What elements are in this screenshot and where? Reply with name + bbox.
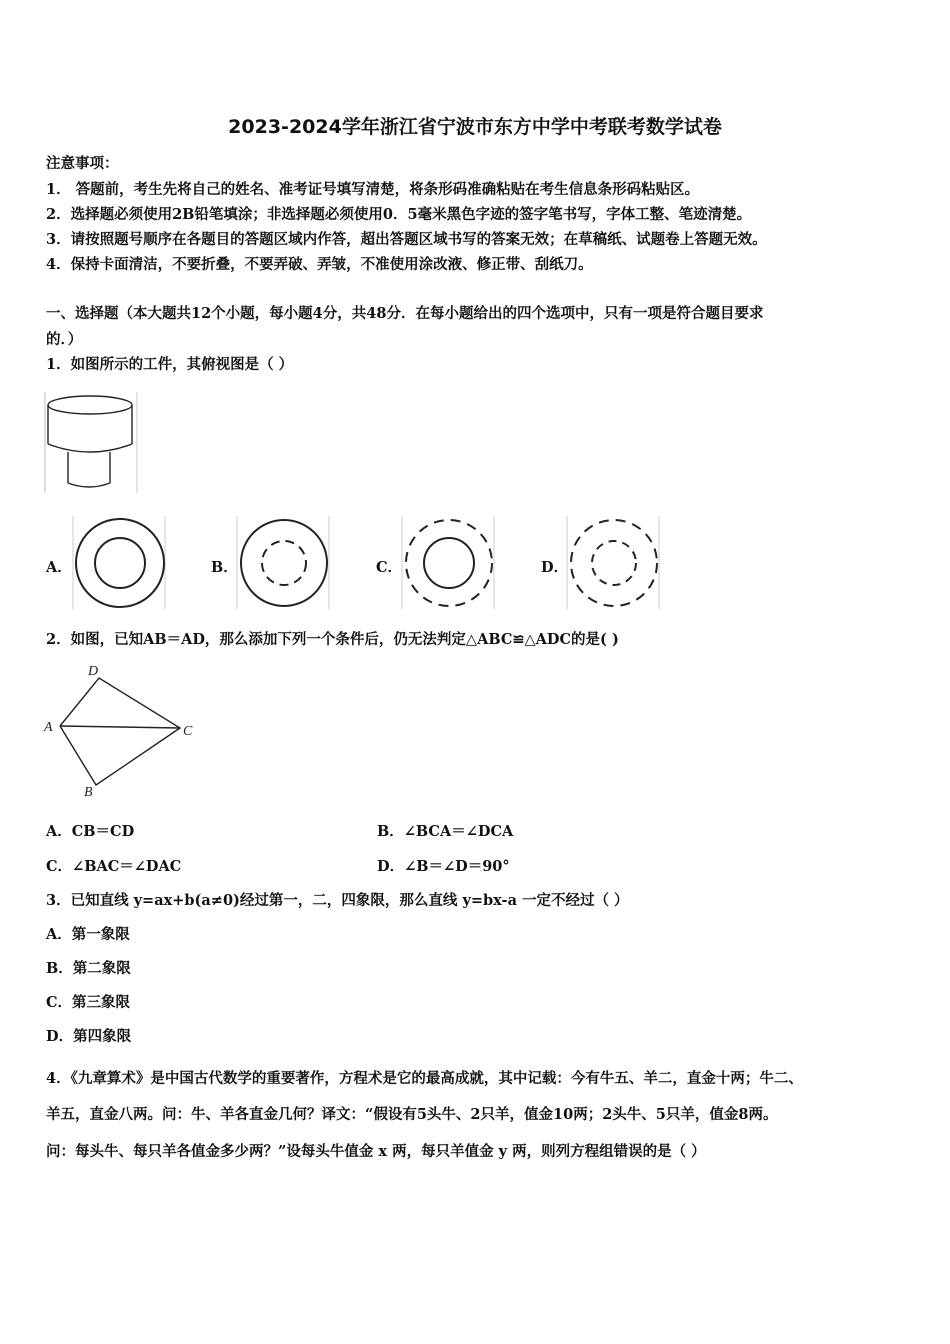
q3-option-d: D．第四象限 [46,1028,132,1045]
q1-option-d-figure [566,516,661,610]
q3-option-b: B．第二象限 [46,960,131,977]
notice-item-4: 4．保持卡面清洁，不要折叠，不要弄破、弄皱，不准使用涂改液、修正带、刮纸刀。 [46,256,593,273]
q2-label-b: B [84,785,93,800]
q1-workpiece-figure [44,392,139,494]
q1-option-c-label: C． [376,559,403,576]
q2-label-d: D [88,664,99,679]
section-heading-line2: 的．） [46,331,83,348]
q1-option-c-figure [401,516,496,610]
q2-label-a: A [44,720,53,735]
notice-heading: 注意事项： [46,155,119,172]
q2-option-b: B．∠BCA＝∠DCA [377,823,514,840]
q2-option-a: A．CB＝CD [46,823,135,840]
q2-option-d: D．∠B＝∠D＝90° [377,858,510,875]
q3-option-a: A．第一象限 [46,926,130,943]
section-heading-line1: 一、选择题（本大题共12个小题，每小题4分，共48分．在每小题给出的四个选项中，只有一项是符合题目要求 [46,305,764,322]
q4-stem-line3: 问：每头牛、每只羊各值金多少两？”设每头牛值金 x 两，每只羊值金 y 两，则列方程组错误的是（ ） [46,1143,706,1160]
notice-item-3: 3．请按照题号顺序在各题目的答题区域内作答，超出答题区域书写的答案无效；在草稿纸、试题卷上答题无效。 [46,231,767,248]
q2-label-c: C [183,724,193,739]
q4-stem-line1: 4．《九章算术》是中国古代数学的重要著作，方程术是它的最高成就，其中记载：今有牛五、羊二，直金十两；牛二、 [46,1070,803,1087]
notice-item-2: 2．选择题必须使用2B铅笔填涂；非选择题必须使用0．5毫米黑色字迹的签字笔书写，字体工整、笔迹清楚。 [46,206,752,223]
q1-option-b-label: B． [211,559,238,576]
q3-option-c: C．第三象限 [46,994,131,1011]
q2-stem: 2．如图，已知AB＝AD，那么添加下列一个条件后，仍无法判定△ABC≌△ADC的是( ) [46,631,619,648]
q2-option-c: C．∠BAC＝∠DAC [46,858,182,875]
q1-option-b-figure [236,516,331,610]
q1-stem: 1．如图所示的工件，其俯视图是（ ） [46,356,294,373]
notice-item-1: 1． 答题前，考生先将自己的姓名、准考证号填写清楚，将条形码准确粘贴在考生信息条形码粘贴区。 [46,181,700,198]
page-title: 2023-2024学年浙江省宁波市东方中学中考联考数学试卷 [228,116,722,138]
q3-stem: 3．已知直线 y=ax+b(a≠0)经过第一，二，四象限，那么直线 y=bx-a 一定不经过（ ） [46,892,629,909]
q2-kite-figure [40,658,210,803]
q1-option-a-figure [72,516,167,610]
q4-stem-line2: 羊五，直金八两。问：牛、羊各直金几何？译文：“假设有5头牛、2只羊，值金10两；2头牛、5只羊，值金8两。 [46,1106,778,1123]
q1-option-a-label: A． [46,559,72,576]
q1-option-d-label: D． [541,559,569,576]
